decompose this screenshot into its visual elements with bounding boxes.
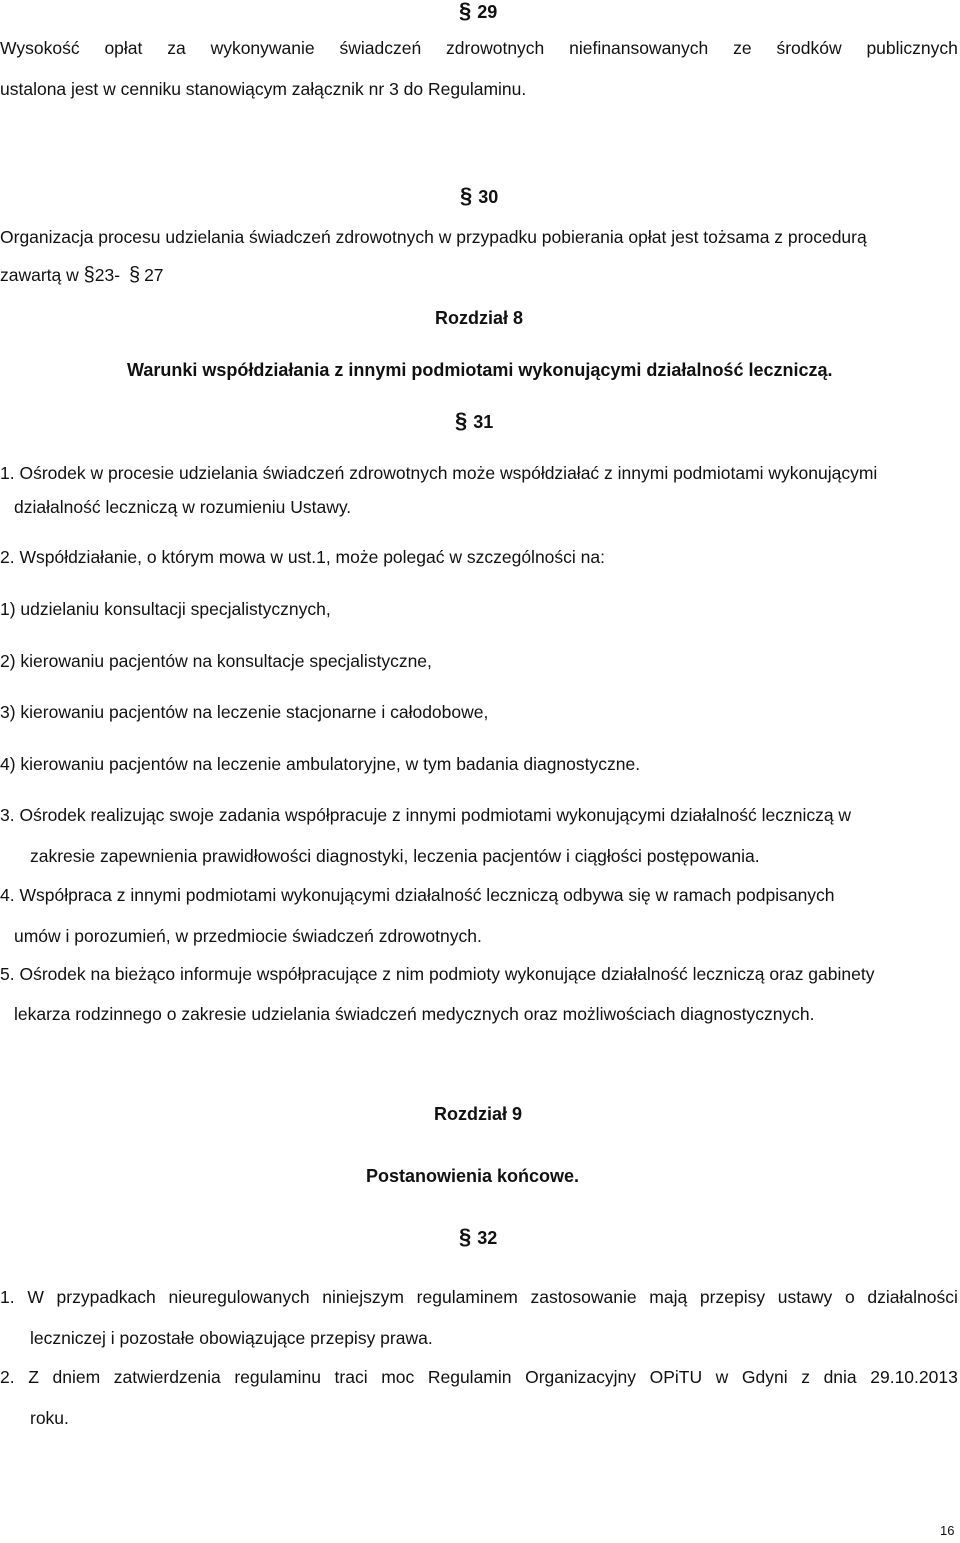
word: 2. bbox=[0, 1367, 15, 1387]
section-31-p5-line-2: lekarza rodzinnego o zakresie udzielania świadczeń medycznych oraz możliwościach diagnostycznych. bbox=[14, 1004, 815, 1024]
section-32-p2-line-2: roku. bbox=[30, 1408, 69, 1428]
section-symbol: § bbox=[455, 408, 468, 433]
word: zdrowotnych bbox=[446, 38, 545, 58]
section-30-line-2 bbox=[0, 264, 164, 286]
word: niefinansowanych bbox=[569, 38, 709, 58]
section-31-p4-line-1: 4. Współpraca z innymi podmiotami wykonującymi działalność leczniczą odbywa się w ramach podpisanych bbox=[0, 885, 835, 905]
text-fragment: zawartą w bbox=[0, 265, 79, 285]
word: zatwierdzenia bbox=[113, 1367, 221, 1387]
word: niniejszym bbox=[322, 1287, 404, 1307]
word: traci bbox=[334, 1367, 368, 1387]
word: środków bbox=[776, 38, 842, 58]
word: dnia bbox=[823, 1367, 857, 1387]
word: z bbox=[801, 1367, 810, 1387]
chapter-8-heading: Rozdział 8 bbox=[435, 308, 524, 328]
section-29-heading bbox=[459, 0, 497, 24]
word: Gdyni bbox=[741, 1367, 788, 1387]
section-31-p3-line-1: 3. Ośrodek realizując swoje zadania współpracuje z innymi podmiotami wykonującymi działalność leczniczą w bbox=[0, 805, 852, 825]
section-30-line-1: Organizacja procesu udzielania świadczeń zdrowotnych w przypadku pobierania opłat jest tożsama z procedurą bbox=[0, 227, 867, 247]
word: regulaminu bbox=[234, 1367, 321, 1387]
list-item: 4) kierowaniu pacjentów na leczenie ambulatoryjne, w tym badania diagnostyczne. bbox=[0, 754, 641, 774]
text-fragment: 23- bbox=[94, 265, 121, 285]
word: 29.10.2013 bbox=[870, 1367, 958, 1387]
word: ustawy bbox=[777, 1287, 833, 1307]
word: nieuregulowanych bbox=[168, 1287, 310, 1307]
list-item: 1) udzielaniu konsultacji specjalistycznych, bbox=[0, 599, 331, 619]
word: dniem bbox=[52, 1367, 101, 1387]
section-symbol: § bbox=[83, 264, 95, 286]
word: wykonywanie bbox=[210, 38, 315, 58]
section-symbol: § bbox=[460, 183, 473, 208]
section-31-p1-line-1: 1. Ośrodek w procesie udzielania świadczeń zdrowotnych może współdziałać z innymi podmiotami wykonującymi bbox=[0, 463, 878, 483]
word: zastosowanie bbox=[530, 1287, 637, 1307]
list-item: 3) kierowaniu pacjentów na leczenie stacjonarne i całodobowe, bbox=[0, 702, 489, 722]
word: przypadkach bbox=[56, 1287, 156, 1307]
section-number: 31 bbox=[473, 412, 494, 432]
chapter-9-title: Postanowienia końcowe. bbox=[366, 1166, 580, 1186]
word: świadczeń bbox=[339, 38, 422, 58]
section-symbol: § bbox=[128, 264, 141, 286]
section-31-p2: 2. Współdziałanie, o którym mowa w ust.1, może polegać w szczególności na: bbox=[0, 547, 605, 567]
page-number: 16 bbox=[940, 1523, 955, 1538]
section-symbol: § bbox=[459, 1224, 472, 1249]
section-number: 29 bbox=[477, 2, 498, 22]
word: opłat bbox=[104, 38, 143, 58]
section-32-p1-line-2: leczniczej i pozostałe obowiązujące przepisy prawa. bbox=[30, 1328, 433, 1348]
section-31-p3-line-2: zakresie zapewnienia prawidłowości diagnostyki, leczenia pacjentów i ciągłości postępowania. bbox=[30, 846, 760, 866]
word: OPiTU bbox=[649, 1367, 703, 1387]
word: regulaminem bbox=[416, 1287, 518, 1307]
section-29-line-2: ustalona jest w cenniku stanowiącym załącznik nr 3 do Regulaminu. bbox=[0, 79, 527, 99]
word: Wysokość bbox=[0, 38, 80, 58]
word: mają bbox=[649, 1287, 688, 1307]
word: W bbox=[27, 1287, 44, 1307]
chapter-9-heading: Rozdział 9 bbox=[434, 1104, 523, 1124]
word: działalności bbox=[867, 1287, 958, 1307]
word: publicznych bbox=[866, 38, 958, 58]
word: 1. bbox=[0, 1287, 15, 1307]
section-32-p2-line-1 bbox=[0, 1367, 958, 1388]
section-symbol: § bbox=[459, 0, 472, 23]
word: moc bbox=[381, 1367, 415, 1387]
section-number: 30 bbox=[478, 187, 499, 207]
section-29-line-1 bbox=[0, 38, 958, 59]
word: Regulamin bbox=[427, 1367, 512, 1387]
section-32-p1-line-1 bbox=[0, 1287, 958, 1308]
section-31-heading bbox=[455, 408, 493, 434]
word: w bbox=[715, 1367, 729, 1387]
word: przepisy bbox=[699, 1287, 766, 1307]
word: ze bbox=[733, 38, 752, 58]
list-item: 2) kierowaniu pacjentów na konsultacje specjalistyczne, bbox=[0, 651, 432, 671]
chapter-8-title: Warunki współdziałania z innymi podmiotami wykonującymi działalność leczniczą. bbox=[127, 360, 833, 380]
word: o bbox=[844, 1287, 855, 1307]
section-32-heading bbox=[459, 1224, 497, 1250]
word: Organizacyjny bbox=[525, 1367, 636, 1387]
section-31-p5-line-1: 5. Ośrodek na bieżąco informuje współpracujące z nim podmioty wykonujące działalność leczniczą oraz gabinety bbox=[0, 964, 875, 984]
section-number: 32 bbox=[477, 1228, 498, 1248]
section-30-heading bbox=[460, 183, 498, 209]
text-fragment: 27 bbox=[144, 265, 164, 285]
word: Z bbox=[28, 1367, 39, 1387]
word: za bbox=[167, 38, 186, 58]
section-31-p4-line-2: umów i porozumień, w przedmiocie świadczeń zdrowotnych. bbox=[14, 926, 482, 946]
section-31-p1-line-2: działalność leczniczą w rozumieniu Ustawy. bbox=[14, 497, 352, 517]
